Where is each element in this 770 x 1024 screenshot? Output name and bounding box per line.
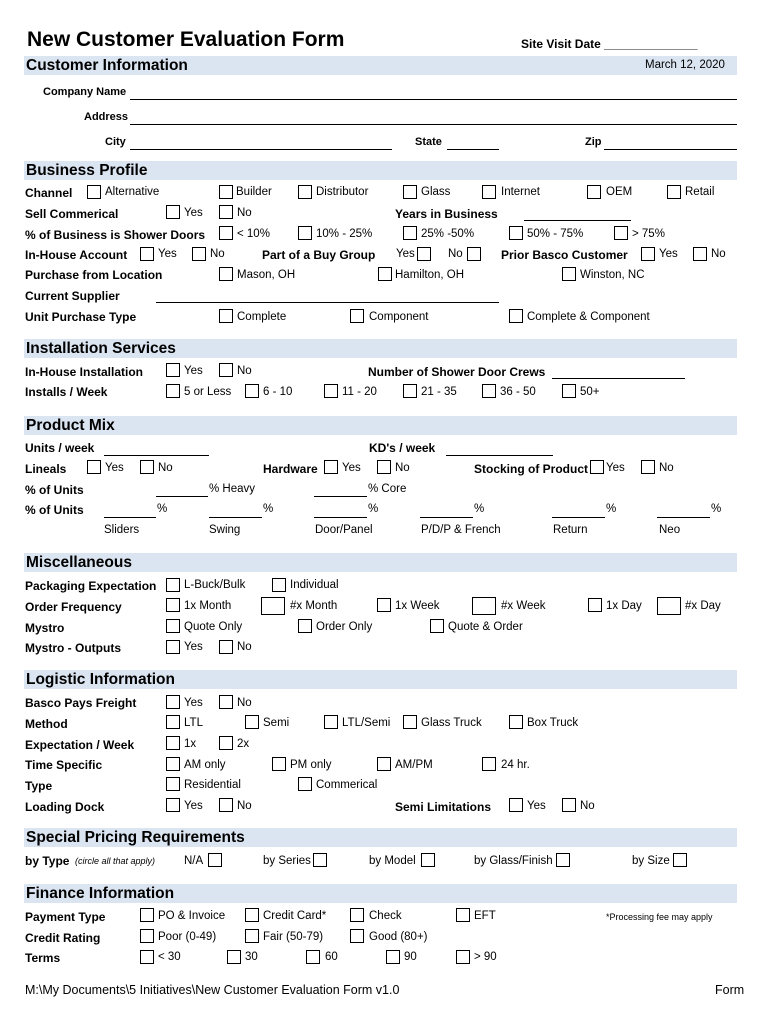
location-option: Mason, OH: [237, 269, 296, 281]
pct-gt75-checkbox[interactable]: [614, 226, 628, 240]
freq-1x-day-checkbox[interactable]: [588, 598, 602, 612]
no-label: No: [711, 248, 726, 260]
channel-glass-checkbox[interactable]: [403, 185, 417, 199]
yes-label: Yes: [105, 462, 124, 474]
hardware-yes-checkbox[interactable]: [324, 460, 338, 474]
buy-group-no-checkbox[interactable]: [467, 247, 481, 261]
circle-note: (circle all that apply): [75, 856, 156, 866]
channel-option: Builder: [236, 186, 272, 198]
credit-option: Fair (50-79): [263, 931, 324, 943]
purchase-type-option: Complete & Component: [527, 311, 650, 323]
mystro-quote-only-checkbox[interactable]: [166, 619, 180, 633]
yes-label: Yes: [659, 248, 678, 260]
purchase-type-option: Component: [369, 311, 429, 323]
basco-pays-no-checkbox[interactable]: [219, 695, 233, 709]
channel-alternative-checkbox[interactable]: [87, 185, 101, 199]
installs-week-label: Installs / Week: [25, 385, 108, 399]
form-title: New Customer Evaluation Form: [27, 28, 345, 51]
yes-label: Yes: [396, 248, 415, 260]
company-name-label: Company Name: [43, 86, 127, 98]
state-label: State: [415, 136, 442, 148]
company-name-field[interactable]: [130, 99, 737, 100]
no-label: No: [395, 462, 410, 474]
freq-1x-week-checkbox[interactable]: [377, 598, 391, 612]
payment-eft-checkbox[interactable]: [456, 908, 470, 922]
city-label: City: [105, 136, 126, 148]
terms-label: Terms: [25, 951, 61, 965]
installs-option: 36 - 50: [500, 386, 536, 398]
installs-11-20-checkbox[interactable]: [324, 384, 338, 398]
units-week-label: Units / week: [25, 441, 95, 455]
section-heading: Miscellaneous: [26, 554, 132, 571]
pct-option: < 10%: [237, 228, 270, 240]
freq-nx-day-box[interactable]: [657, 597, 681, 615]
no-label: No: [237, 641, 252, 653]
pricing-size-checkbox[interactable]: [673, 853, 687, 867]
mystro-order-only-checkbox[interactable]: [298, 619, 312, 633]
prior-basco-yes-checkbox[interactable]: [641, 247, 655, 261]
section-heading: Product Mix: [26, 417, 115, 434]
time-specific-label: Time Specific: [25, 758, 103, 772]
freq-option: 1x Month: [184, 600, 232, 612]
freq-option: 1x Day: [606, 600, 642, 612]
payment-type-label: Payment Type: [25, 910, 106, 924]
hardware-no-checkbox[interactable]: [377, 460, 391, 474]
terms-option: 60: [325, 951, 338, 963]
section-product-mix: [24, 416, 737, 435]
section-heading: Special Pricing Requirements: [26, 829, 245, 846]
pct-sign: %: [606, 503, 617, 515]
location-hamilton-checkbox[interactable]: [378, 267, 392, 281]
mystro-option: Quote & Order: [448, 621, 523, 633]
loading-dock-yes-checkbox[interactable]: [166, 798, 180, 812]
time-option: AM/PM: [395, 759, 433, 771]
freq-option: #x Day: [685, 600, 721, 612]
pct-heavy-field[interactable]: [156, 496, 208, 497]
mystro-quote-order-checkbox[interactable]: [430, 619, 444, 633]
channel-option: Retail: [685, 186, 715, 198]
yes-label: Yes: [184, 800, 203, 812]
section-installation-services: [24, 339, 737, 358]
basco-pays-label: Basco Pays Freight: [25, 696, 137, 710]
purchase-component-checkbox[interactable]: [350, 309, 364, 323]
sell-commercial-yes-checkbox[interactable]: [166, 205, 180, 219]
no-label: No: [237, 697, 252, 709]
payment-po-invoice-checkbox[interactable]: [140, 908, 154, 922]
pct-neo-field[interactable]: [657, 517, 710, 518]
channel-retail-checkbox[interactable]: [667, 185, 681, 199]
mystro-option: Order Only: [316, 621, 373, 633]
processing-fee-note: *Processing fee may apply: [606, 912, 713, 922]
installs-50-plus-checkbox[interactable]: [562, 384, 576, 398]
installs-option: 6 - 10: [263, 386, 293, 398]
pricing-option: by Model: [369, 855, 416, 867]
sell-commercial-no-checkbox[interactable]: [219, 205, 233, 219]
no-label: No: [210, 248, 225, 260]
lineals-yes-checkbox[interactable]: [87, 460, 101, 474]
channel-oem-checkbox[interactable]: [587, 185, 601, 199]
method-semi-checkbox[interactable]: [245, 715, 259, 729]
type-label: Neo: [659, 524, 681, 536]
terms-90-checkbox[interactable]: [386, 950, 400, 964]
time-am-pm-checkbox[interactable]: [377, 757, 391, 771]
payment-option: Credit Card*: [263, 910, 327, 922]
location-winston-checkbox[interactable]: [562, 267, 576, 281]
payment-option: Check: [369, 910, 402, 922]
pct-pdp-french-field[interactable]: [420, 517, 473, 518]
city-field[interactable]: [130, 149, 392, 150]
no-label: No: [659, 462, 674, 474]
pct-option: 25% -50%: [421, 228, 475, 240]
kds-week-label: KD's / week: [369, 441, 436, 455]
pct-sliders-field[interactable]: [104, 517, 156, 518]
prior-basco-label: Prior Basco Customer: [501, 248, 628, 262]
credit-poor-checkbox[interactable]: [140, 929, 154, 943]
footer-path: M:\My Documents\5 Initiatives\New Customer Evaluation Form v1.0: [25, 983, 400, 997]
sell-commercial-label: Sell Commerical: [25, 207, 119, 221]
type-option: Commerical: [316, 779, 378, 791]
section-heading: Business Profile: [26, 162, 148, 179]
method-option: Glass Truck: [421, 717, 482, 729]
installs-6-10-checkbox[interactable]: [245, 384, 259, 398]
zip-field[interactable]: [604, 149, 737, 150]
terms-option: 30: [245, 951, 258, 963]
installs-36-50-checkbox[interactable]: [482, 384, 496, 398]
time-option: AM only: [184, 759, 226, 771]
section-business-profile: [24, 161, 737, 180]
current-supplier-label: Current Supplier: [25, 289, 120, 303]
yes-label: Yes: [158, 248, 177, 260]
method-option: Box Truck: [527, 717, 579, 729]
expect-2x-checkbox[interactable]: [219, 736, 233, 750]
mystro-outputs-label: Mystro - Outputs: [25, 641, 121, 655]
section-heading: Logistic Information: [26, 671, 175, 688]
purchase-from-label: Purchase from Location: [25, 268, 163, 282]
purchase-type-option: Complete: [237, 311, 287, 323]
pct-heavy-label: % Heavy: [209, 483, 256, 495]
semi-limitations-yes-checkbox[interactable]: [509, 798, 523, 812]
lineals-label: Lineals: [25, 462, 67, 476]
channel-internet-checkbox[interactable]: [482, 185, 496, 199]
by-type-label: by Type: [25, 854, 70, 868]
unit-purchase-type-label: Unit Purchase Type: [25, 310, 137, 324]
channel-label: Channel: [25, 186, 73, 200]
method-option: LTL: [184, 717, 203, 729]
credit-good-checkbox[interactable]: [350, 929, 364, 943]
payment-credit-card-checkbox[interactable]: [245, 908, 259, 922]
buy-group-yes-checkbox[interactable]: [417, 247, 431, 261]
inhouse-account-label: In-House Account: [25, 248, 128, 262]
section-heading: Installation Services: [26, 340, 176, 357]
pricing-series-checkbox[interactable]: [313, 853, 327, 867]
lineals-no-checkbox[interactable]: [140, 460, 154, 474]
pct-sign: %: [157, 503, 168, 515]
type-label: Type: [25, 779, 53, 793]
freq-1x-month-checkbox[interactable]: [166, 598, 180, 612]
basco-pays-yes-checkbox[interactable]: [166, 695, 180, 709]
credit-fair-checkbox[interactable]: [245, 929, 259, 943]
channel-option: Alternative: [105, 186, 160, 198]
freq-nx-week-box[interactable]: [472, 597, 496, 615]
stocking-no-checkbox[interactable]: [641, 460, 655, 474]
expect-option: 2x: [237, 738, 250, 750]
inhouse-account-no-checkbox[interactable]: [192, 247, 206, 261]
freq-option: #x Week: [501, 600, 546, 612]
yes-label: Yes: [184, 365, 203, 377]
packaging-label: Packaging Expectation: [25, 579, 157, 593]
pct-lt10-checkbox[interactable]: [219, 226, 233, 240]
location-mason-checkbox[interactable]: [219, 267, 233, 281]
type-commercial-checkbox[interactable]: [298, 777, 312, 791]
zip-label: Zip: [585, 136, 602, 148]
packaging-option: L-Buck/Bulk: [184, 579, 246, 591]
years-in-business-label: Years in Business: [395, 207, 498, 221]
address-field[interactable]: [130, 124, 737, 125]
credit-option: Good (80+): [369, 931, 428, 943]
section-customer-information: [24, 56, 737, 75]
method-box-truck-checkbox[interactable]: [509, 715, 523, 729]
installs-21-35-checkbox[interactable]: [403, 384, 417, 398]
pricing-option: N/A: [184, 855, 204, 867]
pct-units-label: % of Units: [25, 483, 84, 497]
installs-5-or-less-checkbox[interactable]: [166, 384, 180, 398]
inhouse-installation-yes-checkbox[interactable]: [166, 363, 180, 377]
section-finance-information: [24, 884, 737, 903]
time-option: 24 hr.: [501, 759, 530, 771]
terms-lt30-checkbox[interactable]: [140, 950, 154, 964]
site-visit-date-label: Site Visit Date ______________: [521, 37, 698, 51]
section-miscellaneous: [24, 553, 737, 572]
channel-option: Distributor: [316, 186, 369, 198]
method-glass-truck-checkbox[interactable]: [403, 715, 417, 729]
stocking-yes-checkbox[interactable]: [590, 460, 604, 474]
no-label: No: [158, 462, 173, 474]
method-option: LTL/Semi: [342, 717, 391, 729]
pct-50-75-checkbox[interactable]: [509, 226, 523, 240]
type-label: Sliders: [104, 524, 140, 536]
location-option: Winston, NC: [580, 269, 645, 281]
inhouse-account-yes-checkbox[interactable]: [140, 247, 154, 261]
shower-door-crews-field[interactable]: [552, 378, 685, 379]
loading-dock-label: Loading Dock: [25, 800, 105, 814]
yes-label: Yes: [184, 207, 203, 219]
method-ltl-checkbox[interactable]: [166, 715, 180, 729]
type-residential-checkbox[interactable]: [166, 777, 180, 791]
credit-option: Poor (0-49): [158, 931, 217, 943]
packaging-individual-checkbox[interactable]: [272, 578, 286, 592]
mystro-option: Quote Only: [184, 621, 243, 633]
installs-option: 21 - 35: [421, 386, 457, 398]
hardware-label: Hardware: [263, 462, 318, 476]
time-24hr-checkbox[interactable]: [482, 757, 496, 771]
payment-option: EFT: [474, 910, 496, 922]
footer-form: Form: [715, 983, 745, 997]
units-week-field[interactable]: [104, 455, 209, 456]
stocking-label: Stocking of Product: [474, 462, 588, 476]
time-am-only-checkbox[interactable]: [166, 757, 180, 771]
address-label: Address: [84, 111, 129, 123]
pct-sign: %: [368, 503, 379, 515]
expect-1x-checkbox[interactable]: [166, 736, 180, 750]
pct-sign: %: [711, 503, 722, 515]
purchase-complete-checkbox[interactable]: [219, 309, 233, 323]
pricing-model-checkbox[interactable]: [421, 853, 435, 867]
pct-option: 10% - 25%: [316, 228, 373, 240]
type-label: P/D/P & French: [421, 524, 501, 536]
order-frequency-label: Order Frequency: [25, 600, 122, 614]
pct-door-panel-field[interactable]: [314, 517, 367, 518]
kds-week-field[interactable]: [446, 455, 553, 456]
yes-label: Yes: [527, 800, 546, 812]
type-label: Door/Panel: [315, 524, 373, 536]
terms-60-checkbox[interactable]: [306, 950, 320, 964]
no-label: No: [237, 365, 252, 377]
loading-dock-no-checkbox[interactable]: [219, 798, 233, 812]
yes-label: Yes: [184, 641, 203, 653]
method-option: Semi: [263, 717, 290, 729]
current-supplier-field[interactable]: [156, 302, 499, 303]
pct-shower-doors-label: % of Business is Shower Doors: [25, 228, 206, 242]
shower-door-crews-label: Number of Shower Door Crews: [368, 365, 546, 379]
pct-option: > 75%: [632, 228, 665, 240]
pct-core-label: % Core: [368, 483, 407, 495]
no-label: No: [448, 248, 463, 260]
pct-return-field[interactable]: [552, 517, 605, 518]
terms-option: < 30: [158, 951, 181, 963]
freq-nx-month-box[interactable]: [261, 597, 285, 615]
terms-option: > 90: [474, 951, 497, 963]
installs-option: 50+: [580, 386, 600, 398]
pct-swing-field[interactable]: [209, 517, 262, 518]
pct-units-label: % of Units: [25, 503, 84, 517]
yes-label: Yes: [342, 462, 361, 474]
freq-option: 1x Week: [395, 600, 440, 612]
time-pm-only-checkbox[interactable]: [272, 757, 286, 771]
installs-option: 5 or Less: [184, 386, 232, 398]
freq-option: #x Month: [290, 600, 338, 612]
packaging-lbuck-checkbox[interactable]: [166, 578, 180, 592]
type-label: Swing: [209, 524, 241, 536]
channel-distributor-checkbox[interactable]: [298, 185, 312, 199]
channel-option: OEM: [606, 186, 633, 198]
pricing-option: by Series: [263, 855, 311, 867]
section-logistic-information: [24, 670, 737, 689]
section-special-pricing: [24, 828, 737, 847]
semi-limitations-no-checkbox[interactable]: [562, 798, 576, 812]
terms-gt90-checkbox[interactable]: [456, 950, 470, 964]
payment-option: PO & Invoice: [158, 910, 226, 922]
no-label: No: [580, 800, 595, 812]
prior-basco-no-checkbox[interactable]: [693, 247, 707, 261]
pct-sign: %: [474, 503, 485, 515]
section-heading: Finance Information: [26, 885, 175, 902]
yes-label: Yes: [606, 462, 625, 474]
terms-30-checkbox[interactable]: [227, 950, 241, 964]
yes-label: Yes: [184, 697, 203, 709]
pct-25-50-checkbox[interactable]: [403, 226, 417, 240]
channel-option: Internet: [501, 186, 540, 198]
mystro-outputs-no-checkbox[interactable]: [219, 640, 233, 654]
semi-limitations-label: Semi Limitations: [395, 800, 492, 814]
state-field[interactable]: [447, 149, 499, 150]
mystro-outputs-yes-checkbox[interactable]: [166, 640, 180, 654]
years-in-business-field[interactable]: [524, 220, 631, 221]
time-option: PM only: [290, 759, 332, 771]
purchase-complete-component-checkbox[interactable]: [509, 309, 523, 323]
inhouse-installation-label: In-House Installation: [25, 365, 144, 379]
no-label: No: [237, 800, 252, 812]
channel-option: Glass: [421, 186, 451, 198]
type-label: Return: [553, 524, 588, 536]
pricing-na-checkbox[interactable]: [208, 853, 222, 867]
pct-10-25-checkbox[interactable]: [298, 226, 312, 240]
inhouse-installation-no-checkbox[interactable]: [219, 363, 233, 377]
terms-option: 90: [404, 951, 417, 963]
no-label: No: [237, 207, 252, 219]
expectation-label: Expectation / Week: [25, 738, 135, 752]
section-heading: Customer Information: [26, 57, 188, 74]
payment-check-checkbox[interactable]: [350, 908, 364, 922]
buy-group-label: Part of a Buy Group: [262, 248, 376, 262]
credit-rating-label: Credit Rating: [25, 931, 101, 945]
mystro-label: Mystro: [25, 621, 65, 635]
expect-option: 1x: [184, 738, 197, 750]
method-ltl-semi-checkbox[interactable]: [324, 715, 338, 729]
pricing-glass-finish-checkbox[interactable]: [556, 853, 570, 867]
channel-builder-checkbox[interactable]: [219, 185, 233, 199]
installs-option: 11 - 20: [342, 386, 377, 398]
pct-core-field[interactable]: [314, 496, 367, 497]
pricing-option: by Size: [632, 855, 670, 867]
location-option: Hamilton, OH: [395, 269, 465, 281]
method-label: Method: [25, 717, 68, 731]
pricing-option: by Glass/Finish: [474, 855, 553, 867]
pct-sign: %: [263, 503, 274, 515]
pct-option: 50% - 75%: [527, 228, 584, 240]
packaging-option: Individual: [290, 579, 339, 591]
type-option: Residential: [184, 779, 241, 791]
form-date: March 12, 2020: [645, 59, 725, 71]
